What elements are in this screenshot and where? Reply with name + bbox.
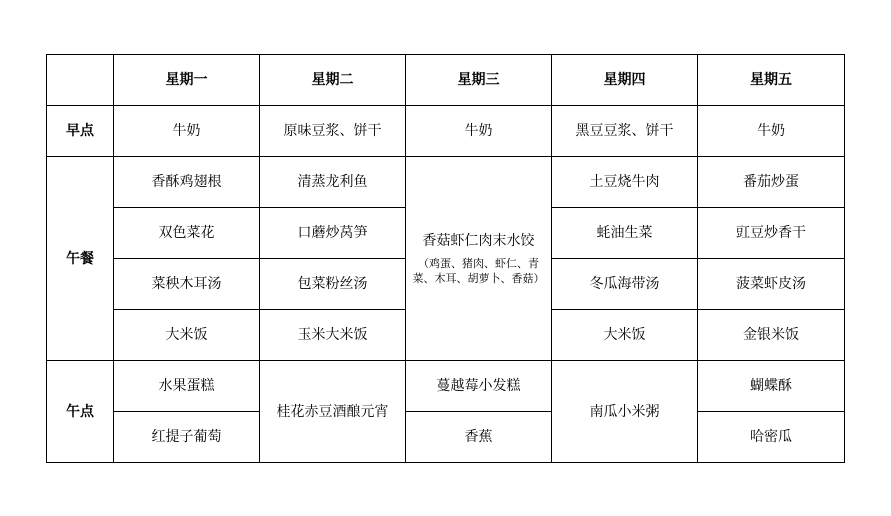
lunch-thursday-2: 蚝油生菜 bbox=[552, 208, 698, 259]
lunch-friday-1: 番茄炒蛋 bbox=[698, 157, 845, 208]
snack-row-2 bbox=[47, 412, 845, 463]
lunch-monday-3: 菜秧木耳汤 bbox=[114, 259, 260, 310]
lunch-wednesday-ingredients: （鸡蛋、猪肉、虾仁、青菜、木耳、胡萝卜、香菇） bbox=[412, 256, 545, 285]
breakfast-friday: 牛奶 bbox=[698, 106, 845, 157]
breakfast-thursday: 黑豆豆浆、饼干 bbox=[552, 106, 698, 157]
lunch-thursday-4: 大米饭 bbox=[552, 310, 698, 361]
lunch-tuesday-4: 玉米大米饭 bbox=[260, 310, 406, 361]
lunch-monday-2: 双色菜花 bbox=[114, 208, 260, 259]
lunch-wednesday bbox=[406, 157, 552, 361]
day-header-friday: 星期五 bbox=[698, 55, 845, 106]
lunch-wednesday-dish: 香菇虾仁肉末水饺 bbox=[422, 232, 535, 249]
lunch-friday-3: 菠菜虾皮汤 bbox=[698, 259, 845, 310]
lunch-thursday-3: 冬瓜海带汤 bbox=[552, 259, 698, 310]
lunch-tuesday-1: 清蒸龙利鱼 bbox=[260, 157, 406, 208]
header-row bbox=[47, 55, 845, 106]
lunch-monday-1: 香酥鸡翅根 bbox=[114, 157, 260, 208]
lunch-row-1 bbox=[47, 157, 845, 208]
day-header-wednesday: 星期三 bbox=[406, 55, 552, 106]
day-header-thursday: 星期四 bbox=[552, 55, 698, 106]
lunch-friday-4: 金银米饭 bbox=[698, 310, 845, 361]
lunch-label: 午餐 bbox=[47, 157, 114, 361]
lunch-monday-4: 大米饭 bbox=[114, 310, 260, 361]
snack-thursday: 南瓜小米粥 bbox=[552, 361, 698, 463]
lunch-tuesday-2: 口蘑炒莴笋 bbox=[260, 208, 406, 259]
day-header-monday: 星期一 bbox=[114, 55, 260, 106]
snack-wednesday-1: 蔓越莓小发糕 bbox=[406, 361, 552, 412]
snack-wednesday-2: 香蕉 bbox=[406, 412, 552, 463]
breakfast-monday: 牛奶 bbox=[114, 106, 260, 157]
lunch-friday-2: 豇豆炒香干 bbox=[698, 208, 845, 259]
snack-friday-2: 哈密瓜 bbox=[698, 412, 845, 463]
snack-friday-1: 蝴蝶酥 bbox=[698, 361, 845, 412]
snack-row-1 bbox=[47, 361, 845, 412]
day-header-tuesday: 星期二 bbox=[260, 55, 406, 106]
lunch-thursday-1: 土豆烧牛肉 bbox=[552, 157, 698, 208]
breakfast-label: 早点 bbox=[47, 106, 114, 157]
snack-label: 午点 bbox=[47, 361, 114, 463]
snack-monday-2: 红提子葡萄 bbox=[114, 412, 260, 463]
snack-tuesday: 桂花赤豆酒酿元宵 bbox=[260, 361, 406, 463]
breakfast-tuesday: 原味豆浆、饼干 bbox=[260, 106, 406, 157]
breakfast-row bbox=[47, 106, 845, 157]
snack-monday-1: 水果蛋糕 bbox=[114, 361, 260, 412]
breakfast-wednesday: 牛奶 bbox=[406, 106, 552, 157]
weekly-menu-table bbox=[46, 54, 845, 463]
lunch-tuesday-3: 包菜粉丝汤 bbox=[260, 259, 406, 310]
corner-cell bbox=[47, 55, 114, 106]
